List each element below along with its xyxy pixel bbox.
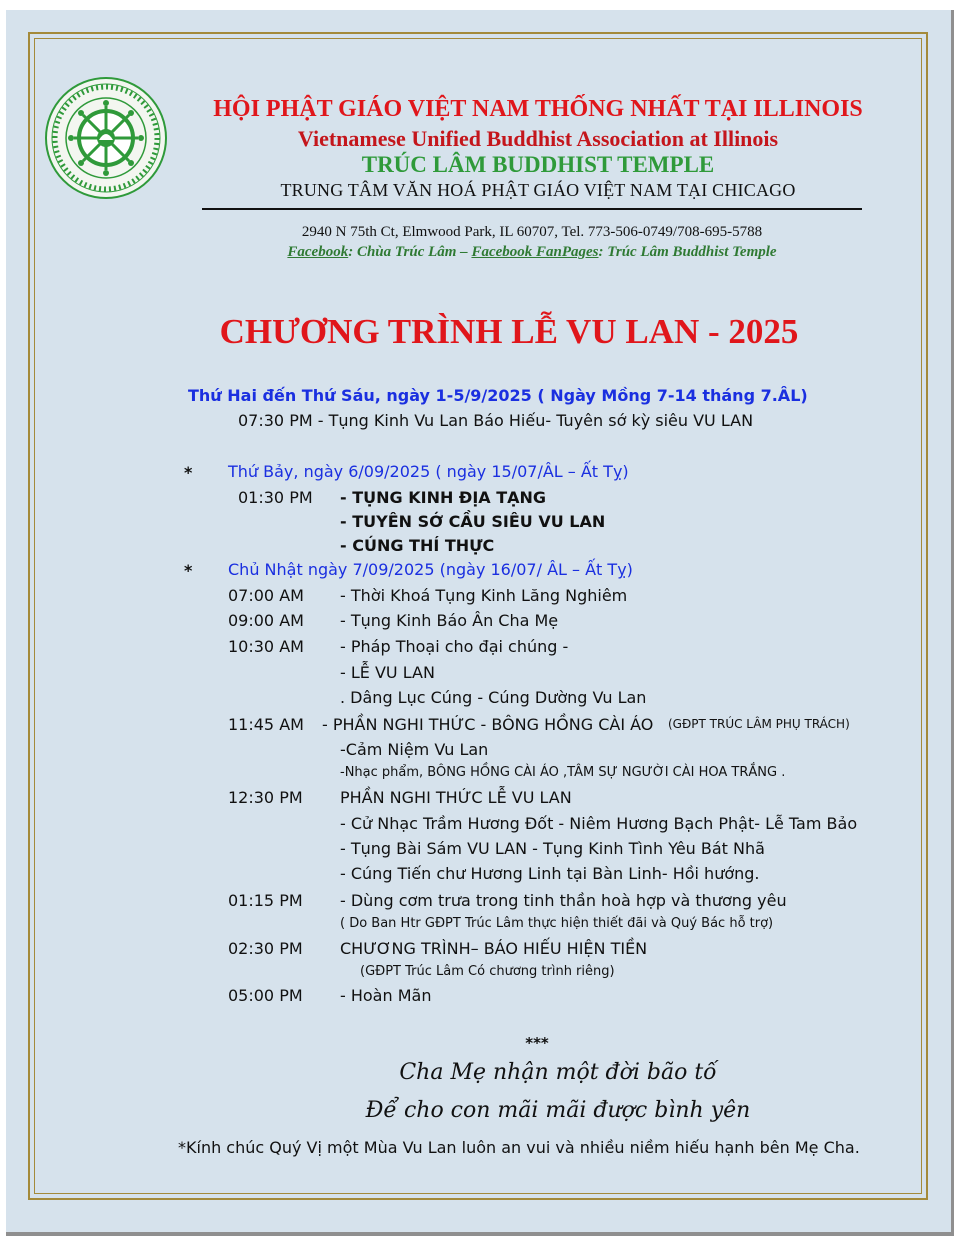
time-0230: 02:30 PM <box>228 939 303 958</box>
poem-line-1: Cha Mẹ nhận một đời bão tố <box>399 1060 717 1085</box>
time-1145: 11:45 AM <box>228 715 304 734</box>
item-0700: - Thời Khoá Tụng Kinh Lăng Nghiêm <box>340 586 628 605</box>
org-name-vn: HỘI PHẬT GIÁO VIỆT NAM THỐNG NHẤT TẠI ILLINOIS <box>213 96 863 122</box>
item-0900: - Tụng Kinh Báo Ân Cha Mẹ <box>340 611 559 630</box>
facebook-value: : Chùa Trúc Lâm – <box>348 244 472 260</box>
fanpage-value: : Trúc Lâm Buddhist Temple <box>598 244 777 260</box>
time-1230: 12:30 PM <box>228 788 303 807</box>
item-1145-note: (GĐPT TRÚC LÂM PHỤ TRÁCH) <box>668 717 850 731</box>
item-1230-sub: - Cúng Tiến chư Hương Linh tại Bàn Linh- Hồi hướng. <box>340 864 760 883</box>
time-0500: 05:00 PM <box>228 986 303 1005</box>
item-1230: PHẦN NGHI THỨC LỄ VU LAN <box>340 788 572 807</box>
item-0115-note: ( Do Ban Htr GĐPT Trúc Lâm thực hiện thiết đãi và Quý Bác hỗ trợ) <box>340 916 774 931</box>
weekday-heading: Thứ Hai đến Thứ Sáu, ngày 1-5/9/2025 ( Ngày Mồng 7-14 tháng 7.ÂL) <box>188 386 808 405</box>
time-0115: 01:15 PM <box>228 891 303 910</box>
item-nhac-pham: -Nhạc phẩm, BÔNG HỒNG CÀI ÁO ,TÂM SỰ NGƯỜI CÀI HOA TRẮNG . <box>340 765 786 780</box>
page-title: CHƯƠNG TRÌNH LỄ VU LAN - 2025 <box>219 312 799 351</box>
address: 2940 N 75th Ct, Elmwood Park, IL 60707, Tel. 773-506-0749/708-695-5788 <box>301 224 763 240</box>
center-name: TRUNG TÂM VĂN HOÁ PHẬT GIÁO VIỆT NAM TẠI CHICAGO <box>280 180 796 200</box>
item-1030: - Pháp Thoại cho đại chúng - <box>340 637 569 656</box>
item-0230-note: (GĐPT Trúc Lâm Có chương trình riêng) <box>360 964 615 979</box>
time-0900: 09:00 AM <box>228 611 304 630</box>
document-page <box>6 10 954 1236</box>
weekday-item: 07:30 PM - Tụng Kinh Vu Lan Báo Hiếu- Tuyên sớ kỳ siêu VU LAN <box>238 411 754 430</box>
social-links <box>202 244 862 261</box>
item-1230-sub: - Cử Nhạc Trầm Hương Đốt - Niêm Hương Bạch Phật- Lễ Tam Bảo <box>340 814 858 833</box>
bullet-saturday: * <box>184 463 193 482</box>
poem-line-2: Để cho con mãi mãi được bình yên <box>365 1098 751 1123</box>
closing-wish: *Kính chúc Quý Vị một Mùa Vu Lan luôn an vui và nhiều niềm hiếu hạnh bên Mẹ Cha. <box>178 1138 860 1157</box>
item-le-vu-lan: - LỄ VU LAN <box>340 663 435 682</box>
facebook-link[interactable]: Facebook <box>287 244 349 260</box>
saturday-item: - CÚNG THÍ THỰC <box>340 536 495 555</box>
saturday-heading: Thứ Bảy, ngày 6/09/2025 ( ngày 15/07/ÂL – Ất Tỵ) <box>228 462 629 481</box>
saturday-item: - TỤNG KINH ĐỊA TẠNG <box>340 488 547 507</box>
sunday-heading: Chủ Nhật ngày 7/09/2025 (ngày 16/07/ ÂL – Ất Tỵ) <box>228 560 633 579</box>
item-0230: CHƯƠNG TRÌNH– BÁO HIẾU HIỆN TIỀN <box>340 939 648 958</box>
bullet-sunday: * <box>184 561 193 580</box>
item-0500: - Hoàn Mãn <box>340 986 432 1005</box>
item-dang-luc-cung: . Dâng Lục Cúng - Cúng Dường Vu Lan <box>340 688 647 707</box>
time-0700: 07:00 AM <box>228 586 304 605</box>
header-divider <box>202 208 862 210</box>
time-1030: 10:30 AM <box>228 637 304 656</box>
item-1230-sub: - Tụng Bài Sám VU LAN - Tụng Kinh Tình Yêu Bát Nhã <box>340 839 765 858</box>
org-name-en: Vietnamese Unified Buddhist Association at Illinois <box>297 126 779 151</box>
saturday-time: 01:30 PM <box>238 488 313 507</box>
fanpage-link[interactable]: Facebook FanPages <box>471 244 599 260</box>
item-0115: - Dùng cơm trưa trong tinh thần hoà hợp và thương yêu <box>340 891 787 910</box>
item-cam-niem: -Cảm Niệm Vu Lan <box>340 740 489 759</box>
item-1145: - PHẦN NGHI THỨC - BÔNG HỒNG CÀI ÁO <box>322 715 654 734</box>
dharma-wheel-logo <box>44 76 168 200</box>
temple-name: TRÚC LÂM BUDDHIST TEMPLE <box>361 152 715 177</box>
saturday-item: - TUYÊN SỚ CẦU SIÊU VU LAN <box>340 512 606 531</box>
section-divider-stars: *** <box>525 1034 549 1052</box>
